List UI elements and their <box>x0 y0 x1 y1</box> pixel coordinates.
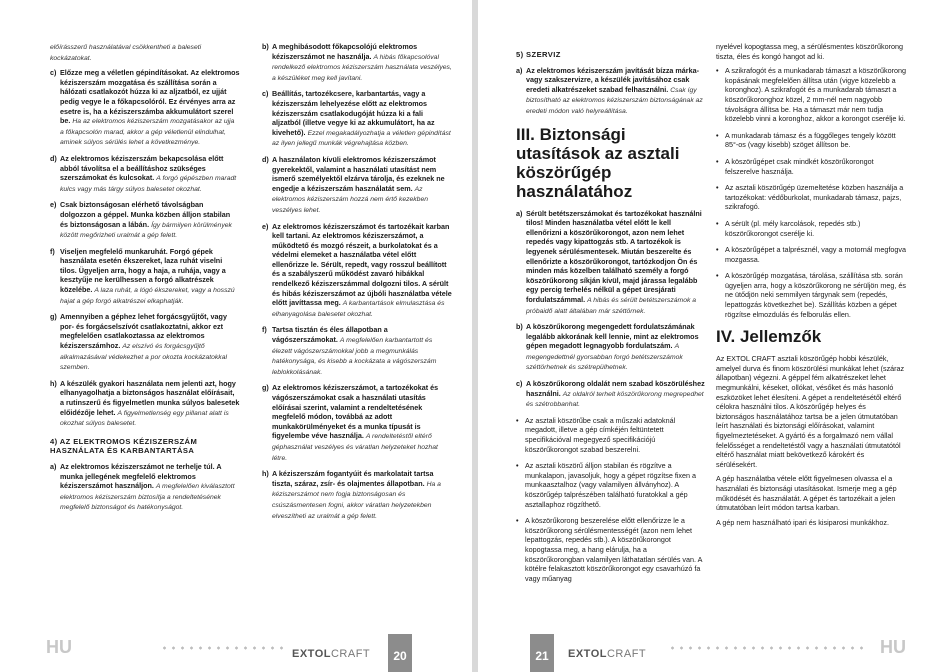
item-label: g) <box>262 383 269 393</box>
item-text <box>526 379 706 410</box>
item-bold-text: Az elektromos kéziszerszámot és tartozékait karban kell tartani. Az elektromos kéziszerszámot, a működtető és mozgó részeit, a burkolatokat és a védelmi elemeket a használatba vétel előtt ellenőrizze le. Sérült, repedt, vagy rosszul beállított és a szabályszerű működést zavaró hibákkal rendelkező kéziszerszámmal dolgozni tilos. A sérült és hibás kéziszerszámot az újbóli használatba vétele előtt javíttassa meg. <box>272 221 452 308</box>
item-label: c) <box>262 89 269 99</box>
bullet-item <box>716 66 906 124</box>
bullet-text: Az asztali köszörűbe csak a műszaki adatoknál megadott, illetve a gép címkéjén feltüntetett specifikációval megegyező specifikációjú köszörűkorongot szabad beszerelni. <box>525 415 676 454</box>
bullet-text: A sérült (pl. mély karcolások, repedés stb.) köszörűkorongot cserélje ki. <box>725 218 861 238</box>
item-label: a) <box>516 208 523 218</box>
item-italic-text: Csak így biztosítható az elektromos kéziszerszám biztonságának az eredeti módon való helyreállítása. <box>526 86 703 115</box>
right-page-column-2 <box>716 42 906 532</box>
item-italic-text: A forgó gépészben maradt kulcs vagy más tárgy súlyos balesetet okozhat. <box>60 175 237 193</box>
item-bold-text: Beállítás, tartozékcsere, karbantartás, vagy a kéziszerszám lehelyezése előtt az elektromos kéziszerszám csatlakodugóját húzza ki a fali aljzatból (illetve vegye ki az akkumulátort, ha az kivehető). <box>272 89 435 137</box>
item-label: e) <box>262 221 269 231</box>
item-text <box>526 322 706 373</box>
footer-dots <box>160 646 286 650</box>
bullet-text: A köszörűgép mozgatása, tárolása, szállítása stb. során ügyeljen arra, hogy a köszörűkorong ne sérüljön meg, és ne ütődjön neki semmilyen tárgynak sem (repedés, lepattogzás következhet be). Szállítás közben a gépet rögzítse elmozdulás és felborulás ellen. <box>725 271 906 319</box>
bullet-text: A köszörűgépet a talprésznél, vagy a motornál megfogva mozgassa. <box>725 245 906 264</box>
page-number-right: 21 <box>530 634 554 672</box>
brand-logo: EXTOLCRAFT <box>292 648 371 660</box>
item-text <box>272 383 452 463</box>
section-heading: 5) SZERVIZ <box>516 50 561 59</box>
left-page-column-1 <box>50 42 240 519</box>
bullet-text: A köszörűkorong beszerelése előtt ellenőrizze le a köszörűkorong sérülésmentességét (azon nem lehet lepattogzás, repedés stb.). A köszörűkorongot kopogtassa meg, a hang elárulja, ha a köszörűkorongban valamilyen láthatatlan sérülés van. A kötélre felakasztott köszörűkorongot egy csavarhúzó fa vagy műanyag <box>525 516 702 583</box>
item-italic-text: A hibás és sérült betétszerszámok a próbaidő alatt általában már széttörnek. <box>526 296 697 315</box>
item-text <box>60 68 240 148</box>
item-bold-text: A köszörűkorong megengedett fordulatszámának legalább akkorának kell lennie, mint az elektromos gépen megadott legnagyobb fordulatszám. <box>526 322 699 351</box>
item-bold-text: Az elektromos kéziszerszámot, a tartozékokat és vágószerszámokat csak a használati utasítás előírásai szerint, valamint a rendeltetésének megfelelő módon, továbbá az adott munkakörülményeket és a munka típusát is figyelembe véve használja. <box>272 383 439 441</box>
item-text <box>272 155 452 216</box>
item-bold-text: A kéziszerszám fogantyúit és markolatait tartsa tiszta, száraz, zsír- és olajmentes állapotban. <box>272 469 434 488</box>
item-label: c) <box>50 68 57 78</box>
bullet-text: Az asztali köszörű álljon stabilan és rögzítve a munkalapon, javasoljuk, hogy a gépet rögzítse fixen a munkaasztalhoz (vagy valamilyen állványhoz). A köszörűgép talprészében található furatokkal a gép asztallaphoz rögzíthető. <box>525 461 697 509</box>
item-bold-text: Az elektromos kéziszerszám javítását bízza márka- vagy szakszervizre, a készülék javításához csak eredeti alkatrészeket szabad felhasználni. <box>526 65 699 94</box>
item-bold-text: A meghibásodott főkapcsolójú elektromos kéziszerszámot ne használja. <box>272 42 418 61</box>
item-label: a) <box>516 65 523 75</box>
bullet-icon: • <box>516 516 519 526</box>
bullet-icon: • <box>716 156 719 166</box>
bullet-item <box>516 461 706 509</box>
list-item <box>50 247 240 307</box>
item-text <box>272 222 452 320</box>
bullet-item <box>516 416 706 454</box>
bullet-icon: • <box>716 245 719 255</box>
item-text <box>272 89 452 149</box>
item-text <box>272 469 452 521</box>
item-text <box>526 66 706 117</box>
list-item <box>50 200 240 240</box>
item-italic-text: Ezzel megakadályozhatja a véletlen gépindítást az ilyen jellegű munkák végrehajtása közben. <box>272 129 451 148</box>
chapter-heading: III. Biztonsági utasítások az asztali köszörűgép használatához <box>516 124 680 201</box>
item-text <box>60 154 240 194</box>
bullet-item <box>716 157 906 176</box>
list-item <box>50 312 240 373</box>
page-20 <box>0 0 472 672</box>
page-21-footer <box>478 632 950 672</box>
item-bold-text: A köszörűkorong oldalát nem szabad köszörüléshez használni. <box>526 379 705 398</box>
item-label: h) <box>50 378 57 388</box>
bullet-icon: • <box>716 183 719 193</box>
item-label: b) <box>262 42 269 51</box>
list-item <box>516 66 706 117</box>
item-italic-text: A rendeltetéstől eltérő géphasználat veszélyes és váratlan helyzeteket hozhat létre. <box>272 433 438 462</box>
item-text <box>272 42 452 83</box>
item-bold-text: A készülék gyakori használata nem jelenti azt, hogy elhanyagolhatja a biztonságos használat előírásait, a rutinszerű és figyelmetlen munka súlyos balesetek előidézője lehet. <box>60 378 240 417</box>
bullet-icon: • <box>716 218 719 228</box>
bullet-icon: • <box>716 271 719 281</box>
list-item <box>516 209 706 317</box>
bullet-icon: • <box>516 461 519 471</box>
list-item <box>50 462 240 513</box>
item-label: b) <box>516 322 523 332</box>
bullet-item <box>716 245 906 264</box>
item-bold-text: Előzze meg a véletlen gépindításokat. Az elektromos kéziszerszám mozgatása és szállítása során a hálózati csatlakozót húzza ki az aljzatból, ez ujját pedig vegye le a főkapcsolóról. Ez érvényes arra az esetre is, ha a kéziszerszámba akkumulátort szerel be. <box>60 68 240 126</box>
item-bold-text: Sérült betétszerszámokat és tartozékokat használni tilos! Minden használatba vétel előtt le kell ellenőrizni a köszörűkorongot, azon nem lehet repedés vagy kipattogzás stb. A tartozékok is legyenek sérülésmentesek. Miután beszerelte és ellenőrizte a köszörűkorongot, tartózkodjon Ön és minden más közelben található személy a forgó köszörűkorong síkján kívül, majd járassa legalább egy percig terhelés nélkül a gépet üresjárati fordulatszámmal. <box>526 208 702 304</box>
item-text <box>60 200 240 240</box>
footer-dots <box>668 646 864 650</box>
item-text <box>60 462 240 513</box>
bullet-text: A munkadarab támasz és a függőleges tengely között 85°-os (vagy kisebb) szöget állítson be. <box>725 130 896 150</box>
item-bold-text: Amennyiben a géphez lehet forgácsgyűjtőt, vagy por- és forgácselszívót csatlakoztatni, akkor ezt megfelelően csatlakoztassa az elektromos kéziszerszámhoz. <box>60 312 227 351</box>
section-heading: 4) AZ ELEKTROMOS KÉZISZERSZÁM HASZNÁLATA ÉS KARBANTARTÁSA <box>50 436 198 456</box>
language-code: HU <box>880 637 906 657</box>
item-label: c) <box>516 379 523 389</box>
item-label: h) <box>262 469 269 479</box>
item-label: d) <box>50 153 57 163</box>
list-item <box>262 89 452 149</box>
item-bold-text: A használaton kívüli elektromos kéziszerszámot gyerekektől, valamint a használati utasítást nem ismerő személyektől elzárva tárolja, és ezeknek ne engedje a kéziszerszám használatát sem. <box>272 154 445 193</box>
bullet-item <box>716 131 906 150</box>
bullet-text: Az asztali köszörűgép üzemeltetése közben használja a tartozékokat: védőburkolat, munkadarab támasz, pajzs, szikrafogó. <box>725 183 904 212</box>
item-italic-text: Az elszívó és forgácsgyűjtő alkalmazásával védekezhet a por okozta kockázatokkal szemben. <box>60 343 227 372</box>
paragraph: A gép nem használható ipari és kisiparosi munkákhoz. <box>716 517 889 527</box>
left-page-column-2 <box>262 42 452 527</box>
bullet-item <box>716 183 906 212</box>
bullet-icon: • <box>516 415 519 425</box>
list-item <box>516 379 706 410</box>
item-bold-text: Az elektromos kéziszerszám bekapcsolása előtt abból távolítsa el a beállításhoz szükséges szerszámokat és kulcsokat. <box>60 153 224 183</box>
bullet-item <box>716 219 906 238</box>
list-item <box>50 379 240 429</box>
list-item <box>50 68 240 148</box>
page-20-footer <box>0 632 472 672</box>
item-bold-text: Csak biztonságosan elérhető távolságban dolgozzon a géppel. Munka közben álljon stabilan és biztonságosan a lábán. <box>60 200 231 229</box>
item-italic-text: Ha az elektromos kéziszerszám mozgatásakor az ujja a főkapcsolón marad, akkor a gép véletlenül elindulhat, aminek súlyos sérülés lehet a következménye. <box>60 118 235 147</box>
list-item <box>262 222 452 320</box>
item-label: g) <box>50 312 57 322</box>
item-label: d) <box>262 154 269 164</box>
item-italic-text: A laza ruhát, a lógó ékszereket, vagy a hosszú hajat a gép forgó alkatrészei elkaphatják. <box>60 287 235 305</box>
item-text <box>60 312 240 373</box>
item-label: f) <box>262 325 267 335</box>
bullet-text: A köszörűgépet csak mindkét köszörűkorongot felszerelve használja. <box>725 156 874 176</box>
bullet-item <box>516 516 706 583</box>
list-item <box>262 469 452 521</box>
item-text <box>60 247 240 307</box>
item-bold-text: Viseljen megfelelő munkaruhát. Forgó gépek használata esetén ékszereket, laza ruhát viselni tilos. Ügyeljen arra, hogy a haja, a ruhája, vagy a kesztyűje ne kerülhessen a forgó alkatrészek közelébe. <box>60 246 226 295</box>
item-italic-text: A hibás főkapcsolóval rendelkező elektromos kéziszerszám használata veszélyes, a készüléket meg kell javítani. <box>272 53 452 82</box>
right-page-column-1 <box>516 42 706 590</box>
item-italic-text: A karbantartások elmulasztása és elhanyagolása balesetet okozhat. <box>272 300 445 318</box>
plain-text: nyelével kopogtassa meg, a sérülésmentes köszörűkorong tiszta, éles és kongó hangot ad ki. <box>716 42 903 61</box>
item-italic-text: Így bármilyen körülmények között megőrizheti uralmát a gép felett. <box>60 221 232 240</box>
page-number-left: 20 <box>388 634 412 672</box>
item-text <box>272 325 452 377</box>
item-label: a) <box>50 461 57 471</box>
item-bold-text: Az elektromos kéziszerszámot ne terhelje túl. A munka jellegének megfelelő elektromos kéziszerszámot használjon. <box>60 461 222 491</box>
bullet-icon: • <box>716 66 719 76</box>
paragraph: Az EXTOL CRAFT asztali köszörűgép hobbi készülék, amelyel durva és finom köszörülési munkákat lehet (száraz állapotban) végezni. A géppel fém alkatrészeket lehet megmunkálni, késeket, ollókat, vésőket és más hasonló eszközöket lehet élesíteni. A gépet a rendeltetésétől eltérő célokra használni tilos. A köszörűgép helyes és biztonságos használatához tartsa be a jelen útmutatóban leírt használati és biztonsági előírásokat, valamint figyelmeztetéseket. A gyártó és a forgalmazó nem vállal felelősséget a rendeltetéstől vagy a használati útmutatótól eltérő használat miatt bekövetkező károkért és sérülésekért. <box>716 354 905 469</box>
item-text <box>526 209 706 317</box>
item-label: e) <box>50 200 57 210</box>
paragraph: A gép használatba vétele előtt figyelmesen olvassa el a használati és biztonsági utasításokat. Ismerje meg a gép működését és használatát. A gépet és tartozékait a jelen útmutatóban leírt módon tartsa karban. <box>716 474 897 513</box>
chapter-heading: IV. Jellemzők <box>716 327 822 347</box>
item-bold-text: Tartsa tisztán és éles állapotban a vágószerszámokat. <box>272 325 388 345</box>
page-21 <box>478 0 950 672</box>
list-item <box>262 155 452 216</box>
bullet-icon: • <box>716 130 719 140</box>
list-item <box>262 325 452 377</box>
continued-text <box>50 42 240 63</box>
italic-text: előírásszerű használatával csökkentheti a baleseti kockázatokat. <box>50 44 202 62</box>
list-item <box>50 154 240 194</box>
list-item <box>516 322 706 373</box>
bullet-text: A szikrafogót és a munkadarab támaszt a köszörűkorong kopásának megfelelően állítsa után (vigye közelebb a koronghoz). A szikrafogót és a munkadarab támaszt a köszörűkoronghoz közel, 2 mm-nél nem nagyobb távolságra állítsa be. Ha a támaszt már nem tudja közelebb vinni a koronghoz, akkor a korongot cserélje ki. <box>725 66 906 124</box>
list-item <box>262 42 452 83</box>
bullet-item <box>716 271 906 319</box>
continued-text <box>716 42 906 61</box>
item-italic-text: A megengedettnél gyorsabban forgó betétszerszámok széttörhetnek és szétrepülhetnek. <box>526 343 683 372</box>
item-italic-text: A figyelmetlenség egy pillanat alatt is okozhat súlyos balesetet. <box>60 409 229 428</box>
list-item <box>262 383 452 463</box>
item-italic-text: Az oldalról terhelt köszörűkorong megrepedhet és szétrobbanhat. <box>526 390 704 409</box>
item-label: f) <box>50 246 55 256</box>
item-italic-text: Az elektromos kéziszerszám hozzá nem értő kezekben veszélyes lehet. <box>272 185 429 214</box>
language-code: HU <box>46 637 72 657</box>
item-italic-text: Ha a kéziszerszámot nem fogja biztonságosan és csúszásmentesen fogni, akkor váratlan helyzetekben elveszítheti az uralmát a gép felett. <box>272 480 441 520</box>
item-text <box>60 379 240 429</box>
brand-logo: EXTOLCRAFT <box>568 648 647 660</box>
item-italic-text: A megfelelően kiválasztott elektromos kéziszerszám biztosítja a rendeltetésének megfelelő biztonságot és hatékonyságot. <box>60 483 235 512</box>
item-italic-text: A megfelelően karbantartott és élezett vágószerszámokkal jobb a megmunkálás hatékonysága, és kisebb a kockázata a vágószerszám leblokkolásának. <box>272 337 437 376</box>
